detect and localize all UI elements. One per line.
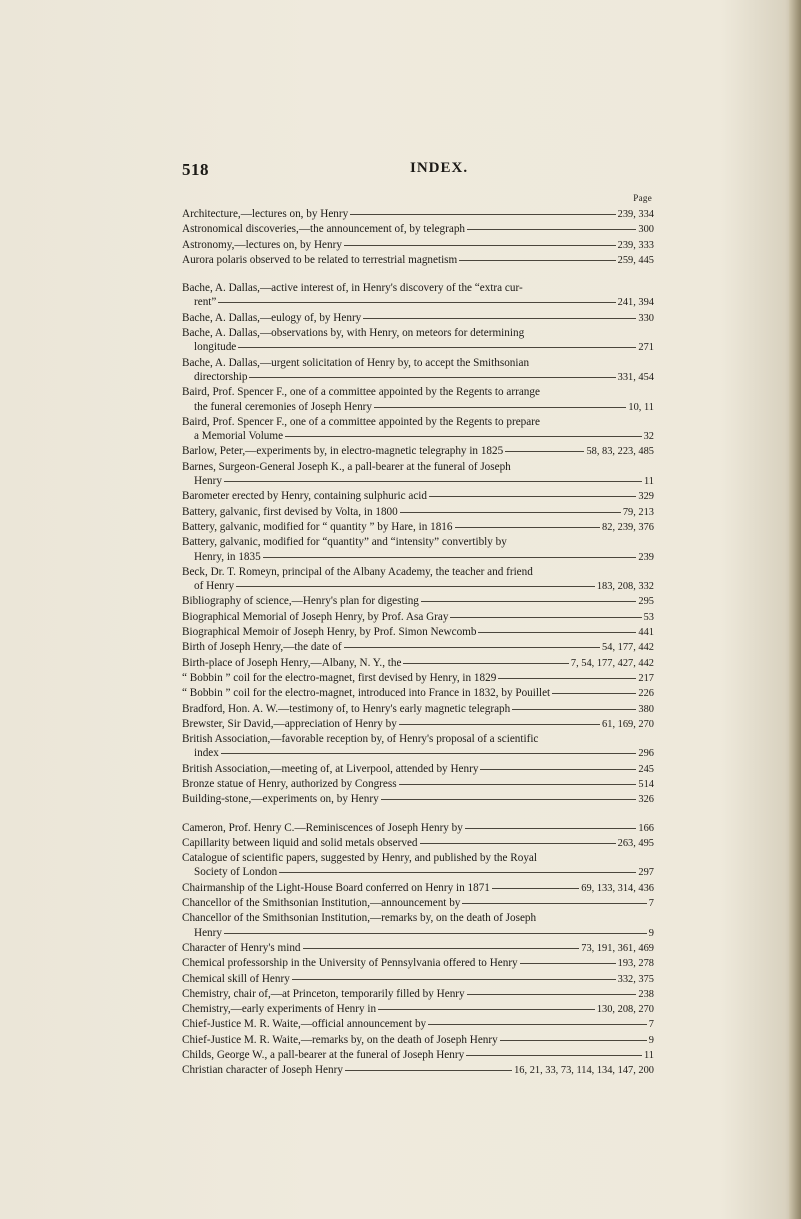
index-entry-line (182, 987, 654, 1002)
index-entry-text: a Memorial Volume (194, 430, 284, 443)
dot-leader (520, 963, 616, 964)
index-entry-text: Chief-Justice M. R. Waite,—remarks by, on the death of Joseph Henry (182, 1033, 498, 1046)
dot-leader (221, 753, 637, 754)
index-entry-text: Chancellor of the Smithsonian Institution,—remarks by, on the death of Joseph (182, 912, 537, 925)
index-entry-text: Chemical professorship in the University of Pennsylvania offered to Henry (182, 957, 518, 970)
dot-leader (344, 647, 600, 648)
index-entry-continuation (182, 746, 654, 761)
index-entry-pages: 11 (643, 476, 654, 488)
index-entry (182, 444, 654, 459)
index-entry-text: Catalogue of scientific papers, suggested by Henry, and published by the Royal (182, 852, 538, 865)
index-entry-continuation (182, 340, 654, 355)
index-entry-text: Bache, A. Dallas,—urgent solicitation of Henry by, to accept the Smithsonian (182, 356, 530, 369)
dot-leader (345, 1070, 512, 1071)
index-entry (182, 671, 654, 686)
index-entry-pages: 441 (638, 627, 654, 639)
index-entry-line (182, 1033, 654, 1048)
dot-leader (420, 843, 616, 844)
index-entry-text: Bache, A. Dallas,—eulogy of, by Henry (182, 311, 362, 324)
dot-leader (249, 377, 615, 378)
index-entry-text: rent” (194, 296, 217, 309)
index-entry-pages: 259, 445 (617, 254, 654, 266)
index-entry-pages: 514 (638, 778, 654, 790)
index-entry-line (182, 1063, 654, 1078)
index-entry (182, 385, 654, 415)
page-number: 518 (182, 160, 209, 179)
index-entry-text: “ Bobbin ” coil for the electro-magnet, first devised by Henry, in 1829 (182, 671, 497, 684)
index-entry (182, 792, 654, 807)
index-entry-pages: 130, 208, 270 (596, 1004, 654, 1016)
index-entry-text: Battery, galvanic, first devised by Volta, in 1800 (182, 505, 398, 518)
index-entry (182, 535, 654, 565)
dot-leader (552, 693, 636, 694)
index-entry-line (182, 896, 654, 911)
index-entry-line (182, 972, 654, 987)
dot-leader (480, 769, 636, 770)
index-entry (182, 565, 654, 595)
index-entry-line (182, 686, 654, 701)
index-entry-text: of Henry (194, 580, 235, 593)
index-entry (182, 717, 654, 732)
index-entry-line (182, 911, 654, 925)
index-entry-line (182, 640, 654, 655)
index-letter-group (182, 281, 654, 807)
index-entry-line (182, 1048, 654, 1063)
dot-leader (224, 481, 642, 482)
index-entry (182, 489, 654, 504)
index-entry-pages: 226 (638, 688, 654, 700)
index-entry-pages: 239, 334 (617, 209, 654, 220)
index-entry-text: the funeral ceremonies of Joseph Henry (194, 400, 373, 413)
dot-leader (292, 979, 616, 980)
index-entry-pages: 73, 191, 361, 469 (581, 942, 654, 954)
index-entry-continuation (182, 926, 654, 941)
index-entry (182, 610, 654, 625)
index-entry (182, 253, 654, 268)
index-entry-line (182, 625, 654, 640)
index-entry-line (182, 732, 654, 746)
index-entry-text: Christian character of Joseph Henry (182, 1064, 343, 1077)
dot-leader (478, 632, 636, 633)
index-entry-text: Bache, A. Dallas,—observations by, with Henry, on meteors for determining (182, 327, 525, 340)
index-entry-pages: 271 (638, 342, 654, 354)
dot-leader (236, 586, 595, 587)
index-entry-text: Aurora polaris observed to be related to terrestrial magnetism (182, 253, 458, 266)
dot-leader (466, 1055, 642, 1056)
index-entry-line (182, 1017, 654, 1032)
index-entry-pages: 7, 54, 177, 427, 442 (570, 657, 654, 669)
index-entry-line (182, 238, 654, 253)
index-entry-text: Astronomy,—lectures on, by Henry (182, 238, 342, 251)
index-entry-continuation (182, 579, 654, 594)
index-entry-line (182, 941, 654, 956)
index-entry-pages: 82, 239, 376 (602, 521, 654, 533)
index-entry (182, 656, 654, 671)
index-entry (182, 222, 654, 237)
index-entry-line (182, 762, 654, 777)
index-entry-pages: 238 (638, 988, 654, 1000)
index-entry-continuation (182, 429, 654, 444)
dot-leader (303, 948, 580, 949)
index-entry-text: Chairmanship of the Light-House Board conferred on Henry in 1871 (182, 881, 490, 894)
index-entry-pages: 9 (648, 927, 654, 939)
dot-leader (374, 407, 626, 408)
index-entry-text: Beck, Dr. T. Romeyn, principal of the Albany Academy, the teacher and friend (182, 565, 533, 578)
index-entry-pages: 329 (638, 491, 654, 503)
page-edge-shadow (789, 0, 801, 1219)
dot-leader (399, 784, 637, 785)
index-entry-text: longitude (194, 341, 237, 354)
index-entry-pages: 245 (638, 763, 654, 775)
index-entry-pages: 295 (638, 596, 654, 608)
index-entry-line (182, 792, 654, 807)
index-entry (182, 415, 654, 445)
index-entry-line (182, 444, 654, 459)
dot-leader (467, 229, 636, 230)
index-entry-line (182, 1002, 654, 1017)
index-entry-pages: 239, 333 (617, 239, 654, 251)
index-entry-text: Chemistry,—early experiments of Henry in (182, 1003, 377, 1016)
index-entry-pages: 380 (638, 703, 654, 715)
index-entry-line (182, 610, 654, 625)
index-entry-pages: 332, 375 (617, 973, 654, 985)
index-entry-text: Henry (194, 475, 222, 488)
dot-leader (263, 557, 637, 558)
dot-leader (421, 601, 637, 602)
index-entry-text: Bache, A. Dallas,—active interest of, in Henry's discovery of the “extra cur- (182, 282, 523, 295)
running-head: INDEX. (410, 160, 469, 176)
index-entry (182, 777, 654, 792)
index-entry-line (182, 836, 654, 851)
index-entry-line (182, 881, 654, 896)
index-entry (182, 1033, 654, 1048)
index-entry (182, 625, 654, 640)
index-entry-pages: 326 (638, 794, 654, 806)
dot-leader (378, 1009, 595, 1010)
dot-leader (381, 799, 637, 800)
index-entry-line (182, 777, 654, 792)
dot-leader (492, 888, 579, 889)
index-entry (182, 238, 654, 253)
index-entry-pages: 331, 454 (617, 371, 654, 383)
index-entry-text: Cameron, Prof. Henry C.—Reminiscences of Joseph Henry by (182, 821, 463, 834)
dot-leader (465, 828, 637, 829)
index-entry-text: Birth of Joseph Henry,—the date of (182, 641, 342, 654)
dot-leader (455, 527, 601, 528)
index-entry-line (182, 460, 654, 474)
index-entry-text: Chancellor of the Smithsonian Institution,—announcement by (182, 897, 461, 910)
dot-leader (279, 872, 636, 873)
index-entry-pages: 7 (648, 1019, 654, 1031)
index-entry (182, 702, 654, 717)
index-entry-line (182, 702, 654, 717)
index-entry-text: Bradford, Hon. A. W.—testimony of, to Henry's early magnetic telegraph (182, 702, 511, 715)
index-entry (182, 762, 654, 777)
index-entry-pages: 53 (643, 611, 654, 623)
index-entry (182, 972, 654, 987)
index-entry (182, 911, 654, 941)
index-entry-pages: 16, 21, 33, 73, 114, 134, 147, 200 (514, 1065, 654, 1077)
dot-leader (350, 214, 615, 215)
index-entry-pages: 263, 495 (617, 837, 654, 849)
index-entry-text: Astronomical discoveries,—the announcement of, by telegraph (182, 223, 466, 236)
index-entry (182, 1048, 654, 1063)
index-entry (182, 686, 654, 701)
index-entry (182, 520, 654, 535)
index-entry-text: “ Bobbin ” coil for the electro-magnet, introduced into France in 1832, by Pouillet (182, 687, 551, 700)
index-entry-text: Chief-Justice M. R. Waite,—official announcement by (182, 1018, 427, 1031)
index-entry (182, 594, 654, 609)
index-entry (182, 1002, 654, 1017)
index-entry-text: Henry (194, 926, 222, 939)
index-entry (182, 505, 654, 520)
index-entry-pages: 54, 177, 442 (602, 642, 654, 654)
dot-leader (428, 1024, 647, 1025)
index-entry-text: Bibliography of science,—Henry's plan for digesting (182, 595, 419, 608)
dot-leader (429, 496, 636, 497)
index-entry-line (182, 207, 654, 222)
index-entry-pages: 69, 133, 314, 436 (581, 882, 654, 894)
index-entry (182, 640, 654, 655)
index-entry-line (182, 717, 654, 732)
index-entry (182, 460, 654, 490)
index-entry-pages: 61, 169, 270 (602, 718, 654, 730)
index-entry-text: Chemical skill of Henry (182, 972, 290, 985)
index-entry-text: Character of Henry's mind (182, 941, 301, 954)
dot-leader (450, 617, 641, 618)
index-entry (182, 326, 654, 356)
index-entry-line (182, 415, 654, 429)
index-entry-pages: 9 (648, 1034, 654, 1046)
index-entry (182, 956, 654, 971)
index-letter-group (182, 207, 654, 268)
index-entry-text: directorship (194, 370, 248, 383)
index-entry-pages: 11 (643, 1050, 654, 1062)
dot-leader (467, 994, 637, 995)
index-entry-line (182, 356, 654, 370)
index-entry-text: British Association,—favorable reception by, of Henry's proposal of a scientific (182, 733, 539, 746)
dot-leader (500, 1040, 647, 1041)
index-entry-text: Battery, galvanic, modified for “quantity” and “intensity” convertibly by (182, 536, 507, 549)
index-entry-pages: 330 (638, 312, 654, 324)
index-entry (182, 311, 654, 326)
index-entry-continuation (182, 295, 654, 310)
index-entry (182, 987, 654, 1002)
index-entry-line (182, 594, 654, 609)
index-entry-pages: 7 (648, 898, 654, 910)
index-entry-pages: 166 (638, 822, 654, 834)
index-entry-pages: 183, 208, 332 (596, 581, 654, 593)
dot-leader (505, 451, 584, 452)
index-entry-continuation (182, 370, 654, 385)
index-entry-line (182, 311, 654, 326)
index-entry-text: Biographical Memoir of Joseph Henry, by Prof. Simon Newcomb (182, 626, 477, 639)
index-entry-pages: 239 (638, 551, 654, 563)
index-entry-text: Battery, galvanic, modified for “ quantity ” by Hare, in 1816 (182, 520, 453, 533)
dot-leader (462, 903, 646, 904)
dot-leader (344, 245, 616, 246)
index-entry-pages: 217 (638, 672, 654, 684)
dot-leader (400, 512, 621, 513)
index-entry-text: Brewster, Sir David,—appreciation of Henry by (182, 717, 397, 730)
index-entry-text: Bronze statue of Henry, authorized by Congress (182, 777, 397, 790)
index-entry-pages: 296 (638, 748, 654, 760)
dot-leader (285, 436, 642, 437)
index-entry-line (182, 520, 654, 535)
index-list (182, 207, 654, 1092)
index-entry-text: Capillarity between liquid and solid metals observed (182, 836, 418, 849)
index-entry-line (182, 956, 654, 971)
index-entry-line (182, 821, 654, 836)
index-entry (182, 851, 654, 881)
index-entry (182, 281, 654, 311)
index-letter-group (182, 821, 654, 1079)
index-entry-pages: 58, 83, 223, 485 (586, 446, 654, 458)
page-header (182, 160, 642, 184)
index-entry-text: Biographical Memorial of Joseph Henry, by Prof. Asa Gray (182, 610, 449, 623)
index-entry-text: Society of London (194, 866, 278, 879)
index-entry-continuation (182, 474, 654, 489)
dot-leader (224, 933, 647, 934)
index-entry-line (182, 535, 654, 549)
index-entry-line (182, 222, 654, 237)
index-entry-line (182, 385, 654, 399)
index-entry-text: Baird, Prof. Spencer F., one of a committee appointed by the Regents to prepare (182, 415, 540, 428)
dot-leader (512, 709, 636, 710)
index-entry-line (182, 489, 654, 504)
dot-leader (363, 318, 636, 319)
index-entry-text: Henry, in 1835 (194, 550, 261, 563)
index-entry (182, 881, 654, 896)
index-entry-continuation (182, 400, 654, 415)
index-entry-text: Architecture,—lectures on, by Henry (182, 208, 349, 220)
index-entry (182, 732, 654, 762)
index-entry-text: Baird, Prof. Spencer F., one of a committee appointed by the Regents to arrange (182, 386, 540, 399)
index-entry-pages: 297 (638, 867, 654, 879)
index-entry-text: Barnes, Surgeon-General Joseph K., a pall-bearer at the funeral of Joseph (182, 460, 511, 473)
index-entry-text: Building-stone,—experiments on, by Henry (182, 793, 379, 806)
index-entry-line (182, 326, 654, 340)
index-entry (182, 836, 654, 851)
index-entry-pages: 300 (638, 224, 654, 236)
index-entry-pages: 241, 394 (617, 297, 654, 309)
index-entry (182, 896, 654, 911)
page-column-label: Page (633, 193, 652, 203)
dot-leader (399, 724, 600, 725)
index-entry-line (182, 851, 654, 865)
index-entry-continuation (182, 865, 654, 880)
dot-leader (498, 678, 636, 679)
index-entry-pages: 10, 11 (628, 401, 654, 413)
index-entry-text: index (194, 747, 219, 760)
index-entry (182, 1063, 654, 1078)
index-entry-line (182, 671, 654, 686)
index-entry (182, 941, 654, 956)
index-entry (182, 207, 654, 222)
dot-leader (238, 347, 636, 348)
index-entry-line (182, 281, 654, 295)
index-entry-text: Barlow, Peter,—experiments by, in electro-magnetic telegraphy in 1825 (182, 445, 504, 458)
index-entry-pages: 79, 213 (622, 506, 654, 518)
index-entry-line (182, 253, 654, 268)
dot-leader (459, 260, 615, 261)
index-entry (182, 821, 654, 836)
index-entry-line (182, 565, 654, 579)
dot-leader (218, 302, 615, 303)
index-entry-text: Chemistry, chair of,—at Princeton, temporarily filled by Henry (182, 987, 465, 1000)
index-entry-pages: 193, 278 (617, 958, 654, 970)
index-entry-pages: 32 (643, 431, 654, 443)
index-entry-text: Birth-place of Joseph Henry,—Albany, N. Y., the (182, 656, 402, 669)
index-entry-text: British Association,—meeting of, at Liverpool, attended by Henry (182, 762, 479, 775)
dot-leader (403, 663, 568, 664)
index-entry-line (182, 505, 654, 520)
index-entry-text: Childs, George W., a pall-bearer at the funeral of Joseph Henry (182, 1049, 465, 1062)
index-entry-text: Barometer erected by Henry, containing sulphuric acid (182, 490, 427, 503)
index-entry-continuation (182, 550, 654, 565)
index-entry-line (182, 656, 654, 671)
index-entry (182, 1017, 654, 1032)
index-entry (182, 356, 654, 386)
